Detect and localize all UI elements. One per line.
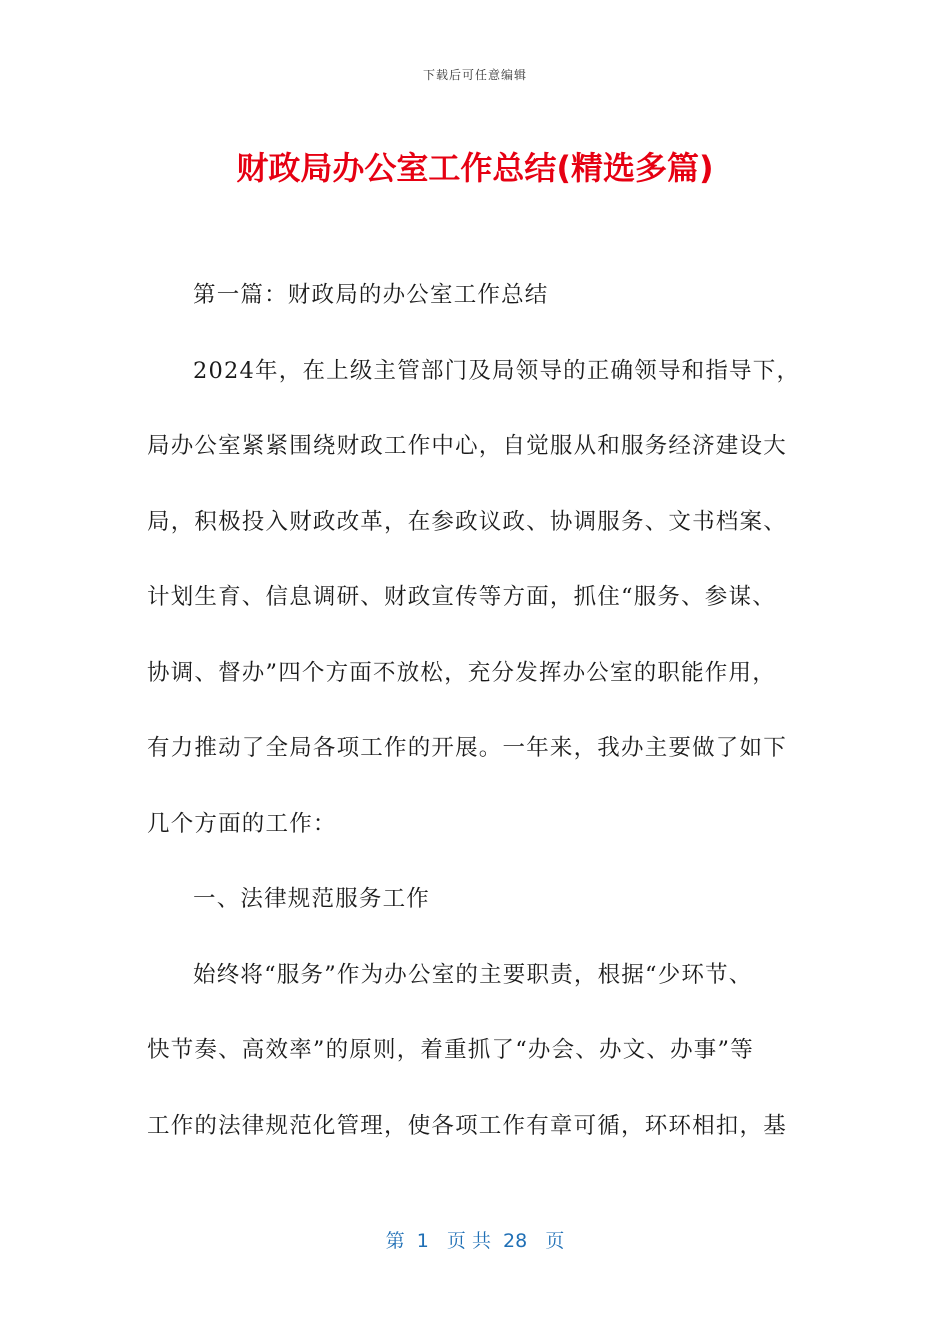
paragraph-line: 几个方面的工作： xyxy=(147,810,337,837)
paragraph-line: 快节奏、高效率”的原则，着重抓了“办会、办文、办事”等 xyxy=(147,1037,754,1063)
paragraph-line: 始终将“服务”作为办公室的主要职责，根据“少环节、 xyxy=(193,961,753,988)
paragraph-line: 工作的法律规范化管理，使各项工作有章可循，环环相扣，基 xyxy=(147,1112,787,1139)
document-title: 财政局办公室工作总结(精选多篇) xyxy=(236,149,714,187)
paragraph-line: 计划生育、信息调研、财政宣传等方面，抓住“服务、参谋、 xyxy=(147,584,776,610)
paragraph-line: 2024年，在上级主管部门及局领导的正确领导和指导下， xyxy=(193,357,801,384)
document-body xyxy=(147,258,801,1164)
subsection-heading: 一、法律规范服务工作 xyxy=(193,886,431,912)
paragraph-line: 协调、督办”四个方面不放松，充分发挥办公室的职能作用， xyxy=(147,659,776,686)
paragraph-line: 局，积极投入财政改革，在参政议政、协调服务、文书档案、 xyxy=(147,508,787,535)
section-heading: 第一篇：财政局的办公室工作总结 xyxy=(193,282,549,308)
paragraph-line: 局办公室紧紧围绕财政工作中心，自觉服从和服务经济建设大 xyxy=(147,433,787,459)
header-note: 下载后可任意编辑 xyxy=(422,68,527,82)
page-number-footer: 第 1 页 共 28 页 xyxy=(385,1230,565,1252)
paragraph-line: 有力推动了全局各项工作的开展。一年来，我办主要做了如下 xyxy=(147,735,787,761)
